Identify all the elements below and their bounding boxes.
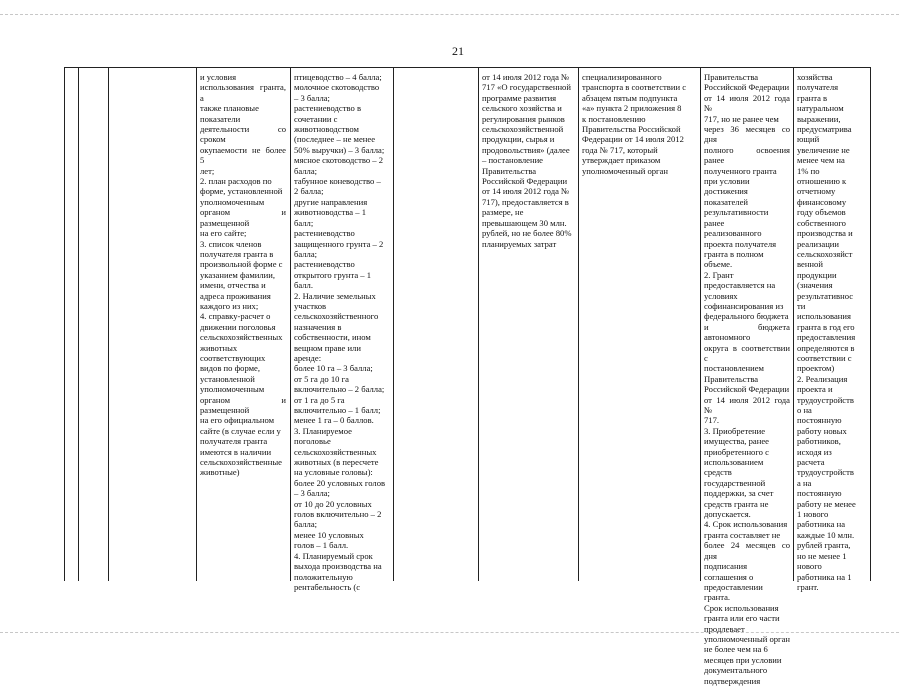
page-number: 21	[452, 44, 464, 58]
scan-edge-top	[0, 14, 899, 15]
column-divider	[108, 67, 109, 581]
column-divider	[290, 67, 291, 581]
column-divider	[478, 67, 479, 581]
grant-amount-cell: от 14 июля 2012 года № 717 «О государственной программе развития сельского хозяйства и регулирования рынков сельскохозяйственной продукции, сырья и продовольствия» (далее – постановление Правительства Российской Федерации от 14 июля 2012 года № 717), предоставляется в размере, не превышающем 30 млн. рублей, но не более 80% планируемых затрат	[482, 72, 572, 249]
scan-edge-bottom	[0, 632, 899, 633]
grant-conditions-cell: Правительства Российской Федерации от 14 июля 2012 года № 717, но не ранее чем через 36 месяцев со дня полного освоения ранее полученного гранта при условии достижения показателей результативности ранее реализованного проекта получателя гранта в полном объеме. 2. Грант предоставляется на условиях софинансирования из федерального бюджета и бюджета автономного округа в соответствии с постановлением Правительства Российской Федерации от 14 июля 2012 года № 717. 3. Приобретение имущества, ранее приобретенного с использованием средств государственной поддержки, за счет средств гранта не допускается. 4. Срок использования гранта составляет не более 24 месяцев со дня подписания соглашения о предоставлении гранта. Срок использования гранта или его части продлевает уполномоченный орган не более чем на 6 месяцев при условии документального подтверждения	[704, 72, 791, 686]
obligations-cell: хозяйства получателя гранта в натуральном выражении, предусматрива ющий увеличение не менее чем на 1% по отношению к отчетному финансовому году объемов собственного производства и реализации сельскохозяйст венной продукции (значения результативнос ти использования гранта в год его предоставления определяются в соответствии с проектом) 2. Реализация проекта и трудоустройств о на постоянную работу новых работников, исходя из расчета трудоустройств а на постоянную работу не менее 1 нового работника на каждые 10 млн. рублей гранта, но не менее 1 нового работника на 1 грант.	[797, 72, 856, 592]
column-divider	[393, 67, 394, 581]
column-divider	[78, 67, 79, 581]
column-divider	[196, 67, 197, 581]
column-divider	[700, 67, 701, 581]
requirements-cell: и условия использования гранта, а также плановые показатели деятельности со сроком окупаемости не более 5 лет; 2. план расходов по форме, установленной уполномоченным органом и размещенной на его сайте; 3. список членов получателя гранта в произвольной форме с указанием фамилии, имени, отчества и адреса проживания каждого из них; 4. справку-расчет о движении поголовья сельскохозяйственных животных соответствующих видов по форме, установленной уполномоченным органом и размещенной на его официальном сайте (в случае если у получателя гранта имеются в наличии сельскохозяйственные животные)	[200, 72, 286, 478]
column-divider	[793, 67, 794, 581]
criteria-cell: птицеводство – 4 балла; молочное скотоводство – 3 балла; растениеводство в сочетании с животноводством (последнее – не менее 50% выручки) – 3 балла; мясное скотоводство – 2 балла; табунное коневодство – 2 балла; другие направления животноводства – 1 балл; растениеводство защищенного грунта – 2 балла; растениеводство открытого грунта – 1 балл. 2. Наличие земельных участков сельскохозяйственного назначения в собственности, ином вещном праве или аренде: более 10 га – 3 балла; от 5 га до 10 га включительно – 2 балла; от 1 га до 5 га включительно – 1 балл; менее 1 га – 0 баллов. 3. Планируемое поголовье сельскохозяйственных животных (в пересчете на условные головы): более 20 условных голов – 3 балла; от 10 до 20 условных голов включительно – 2 балла; менее 10 условных голов – 1 балл. 4. Планируемый срок выхода производства на положительную рентабельность (с	[294, 72, 386, 592]
transport-cell: специализированного транспорта в соответствии с абзацем пятым подпункта «а» пункта 2 приложения 8 к постановлению Правительства Российской Федерации от 14 июля 2012 года № 717, который утверждает приказом уполномоченный орган	[582, 72, 687, 176]
column-divider	[578, 67, 579, 581]
